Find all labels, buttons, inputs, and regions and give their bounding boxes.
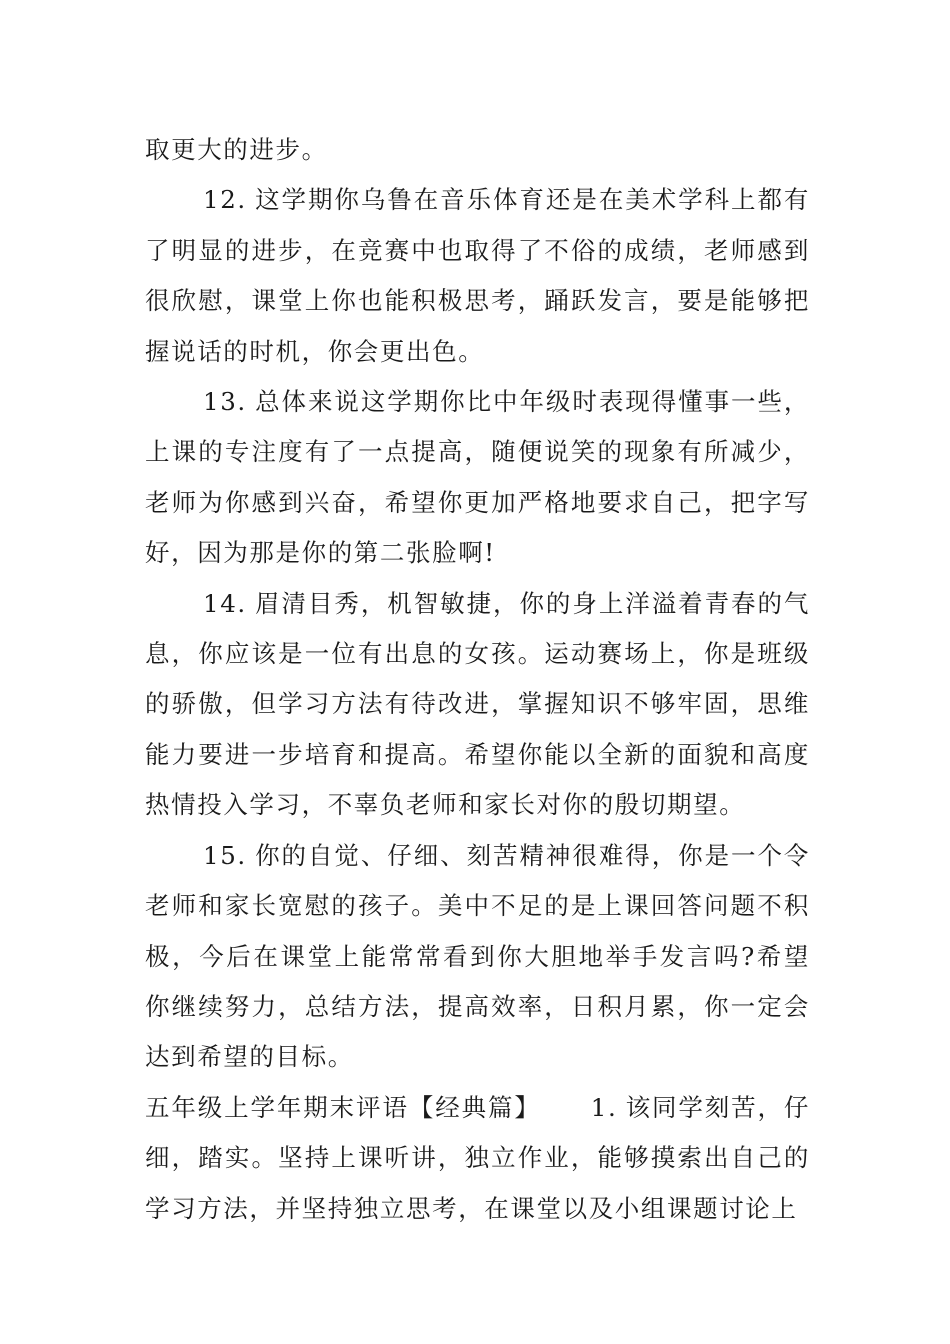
item-number: 12. — [203, 185, 247, 215]
paragraph-item-13 — [145, 377, 810, 579]
paragraph-text: 该同学刻苦，仔细，踏实。坚持上课听讲，独立作业，能够摸索出自己的学习方法，并坚持独立思考，在课堂以及小组课题讨论上 — [145, 1092, 811, 1223]
paragraph-text: 总体来说这学期你比中年级时表现得懂事一些，上课的专注度有了一点提高，随便说笑的现象有所减少，老师为你感到兴奋，希望你更加严格地要求自己，把字写好，因为那是你的第二张脸啊! — [145, 387, 810, 568]
paragraph-item-12 — [145, 175, 810, 377]
item-number: 14. — [203, 588, 247, 618]
section-paragraph — [145, 1083, 810, 1234]
paragraph-text: 眉清目秀，机智敏捷，你的身上洋溢着青春的气息，你应该是一位有出息的女孩。运动赛场上，你是班级的骄傲，但学习方法有待改进，掌握知识不够牢固，思维能力要进一步培育和提高。希望你能以全新的面貌和高度热情投入学习，不辜负老师和家长对你的殷切期望。 — [145, 588, 810, 820]
document-body — [145, 125, 810, 1234]
paragraph-continuation — [145, 125, 810, 175]
item-number: 1. — [590, 1092, 618, 1122]
section-heading: 五年级上学年期末评语【经典篇】 — [145, 1092, 541, 1122]
item-number: 15. — [203, 840, 247, 870]
paragraph-item-15 — [145, 831, 810, 1083]
paragraph-text: 这学期你乌鲁在音乐体育还是在美术学科上都有了明显的进步，在竞赛中也取得了不俗的成绩，老师感到很欣慰，课堂上你也能积极思考，踊跃发言，要是能够把握说话的时机，你会更出色。 — [145, 185, 810, 366]
paragraph-text: 取更大的进步。 — [145, 135, 328, 164]
item-number: 13. — [203, 387, 247, 417]
paragraph-text: 你的自觉、仔细、刻苦精神很难得，你是一个令老师和家长宽慰的孩子。美中不足的是上课回答问题不积极，今后在课堂上能常常看到你大胆地举手发言吗?希望你继续努力，总结方法，提高效率，日积月累，你一定会达到希望的目标。 — [145, 840, 810, 1072]
paragraph-item-14 — [145, 579, 810, 831]
